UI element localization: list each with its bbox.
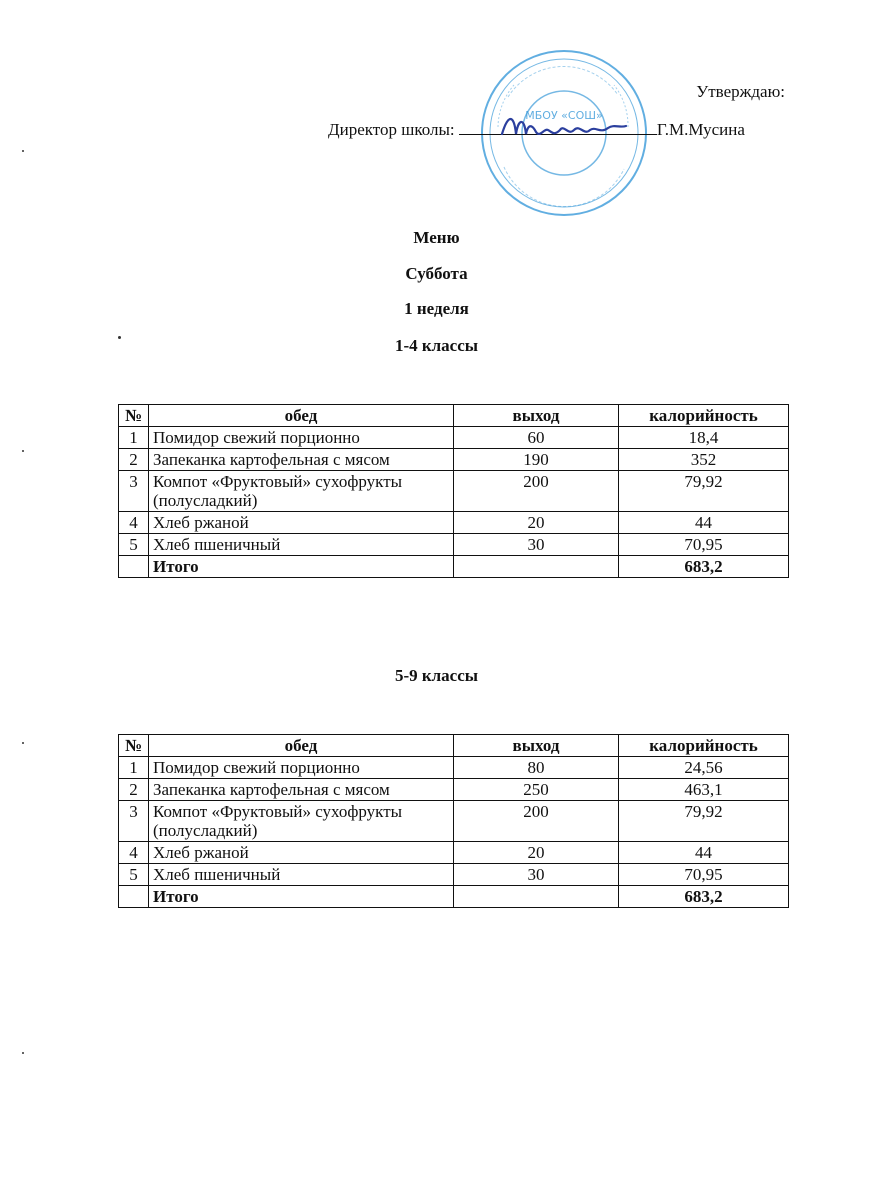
- row-number: 4: [119, 512, 149, 534]
- header-number: №: [119, 735, 149, 757]
- row-output: 80: [454, 757, 619, 779]
- total-value: 683,2: [619, 886, 789, 908]
- row-dish: Помидор свежий порционно: [149, 427, 454, 449]
- table-row: [119, 757, 789, 779]
- table-header-row: [119, 405, 789, 427]
- row-dish: Запеканка картофельная с мясом: [149, 779, 454, 801]
- row-output: 60: [454, 427, 619, 449]
- grades-1-4-title: 1-4 классы: [394, 336, 479, 355]
- day-title: Суббота: [405, 264, 468, 283]
- total-label: Итого: [149, 556, 454, 578]
- row-number: 5: [119, 864, 149, 886]
- table-row: [119, 471, 789, 512]
- row-output: 190: [454, 449, 619, 471]
- header-output: выход: [454, 405, 619, 427]
- row-calories: 70,95: [619, 534, 789, 556]
- approval-text: Утверждаю:: [696, 82, 785, 101]
- row-dish: Хлеб пшеничный: [149, 534, 454, 556]
- row-number: 4: [119, 842, 149, 864]
- row-dish: Хлеб ржаной: [149, 512, 454, 534]
- grades-5-9-title: 5-9 классы: [394, 666, 479, 685]
- table-row: [119, 512, 789, 534]
- row-output: 30: [454, 534, 619, 556]
- table-row: [119, 801, 789, 842]
- row-calories: 18,4: [619, 427, 789, 449]
- menu-table-1-4: [118, 404, 789, 578]
- row-number: 3: [119, 801, 149, 842]
- scan-speck: [22, 742, 24, 744]
- table-row: [119, 842, 789, 864]
- row-calories: 79,92: [619, 471, 789, 512]
- table-row: [119, 427, 789, 449]
- total-value: 683,2: [619, 556, 789, 578]
- table-row: [119, 864, 789, 886]
- table-row: [119, 534, 789, 556]
- total-row: [119, 556, 789, 578]
- row-number: 2: [119, 779, 149, 801]
- week-title: 1 неделя: [404, 299, 469, 318]
- row-number: 1: [119, 427, 149, 449]
- header-output: выход: [454, 735, 619, 757]
- row-output: 20: [454, 512, 619, 534]
- row-output: 200: [454, 801, 619, 842]
- row-calories: 44: [619, 512, 789, 534]
- row-calories: 24,56: [619, 757, 789, 779]
- director-label: Директор школы:: [328, 120, 455, 139]
- row-dish: Компот «Фруктовый» сухофрукты (полусладкий): [149, 801, 454, 842]
- header-calories: калорийность: [619, 735, 789, 757]
- row-number: 1: [119, 757, 149, 779]
- row-dish: Хлеб пшеничный: [149, 864, 454, 886]
- table-row: [119, 779, 789, 801]
- header-dish: обед: [149, 735, 454, 757]
- row-output: 20: [454, 842, 619, 864]
- scan-speck: [22, 150, 24, 152]
- header-calories: калорийность: [619, 405, 789, 427]
- row-calories: 70,95: [619, 864, 789, 886]
- row-number: 5: [119, 534, 149, 556]
- menu-table-5-9: [118, 734, 789, 908]
- row-dish: Помидор свежий порционно: [149, 757, 454, 779]
- row-dish: Хлеб ржаной: [149, 842, 454, 864]
- scan-speck: [118, 336, 121, 339]
- row-dish: Компот «Фруктовый» сухофрукты (полусладкий): [149, 471, 454, 512]
- scan-speck: [22, 450, 24, 452]
- table-header-row: [119, 735, 789, 757]
- row-calories: 44: [619, 842, 789, 864]
- row-number: 2: [119, 449, 149, 471]
- total-row: [119, 886, 789, 908]
- header-number: №: [119, 405, 149, 427]
- row-number: 3: [119, 471, 149, 512]
- director-name: Г.М.Мусина: [656, 120, 745, 139]
- row-dish: Запеканка картофельная с мясом: [149, 449, 454, 471]
- table-row: [119, 449, 789, 471]
- row-output: 200: [454, 471, 619, 512]
- row-output: 250: [454, 779, 619, 801]
- row-calories: 463,1: [619, 779, 789, 801]
- svg-text:МБОУ «СОШ»: МБОУ «СОШ»: [525, 109, 603, 122]
- row-calories: 352: [619, 449, 789, 471]
- total-label: Итого: [149, 886, 454, 908]
- signature: [498, 110, 628, 144]
- row-calories: 79,92: [619, 801, 789, 842]
- row-output: 30: [454, 864, 619, 886]
- scan-speck: [22, 1052, 24, 1054]
- menu-title: Меню: [413, 228, 460, 247]
- header-dish: обед: [149, 405, 454, 427]
